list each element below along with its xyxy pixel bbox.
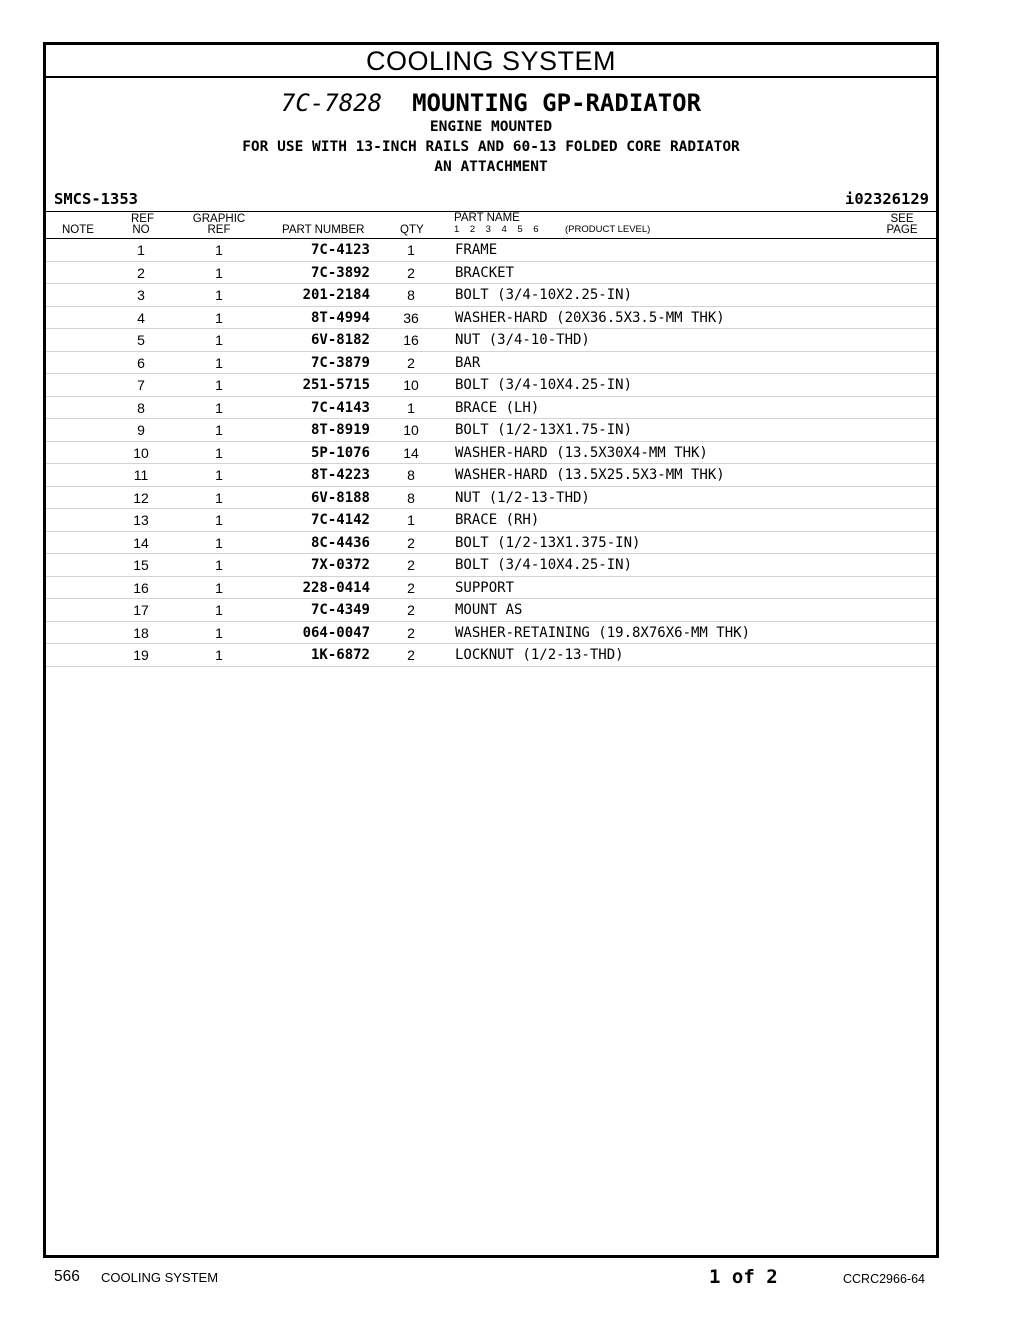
smcs-code: SMCS-1353 [54, 190, 138, 208]
col-qty: QTY [400, 224, 424, 236]
part-number: 064-0047 [302, 624, 370, 641]
part-name: BOLT (1/2-13X1.75-IN) [455, 422, 633, 438]
col-graphic-bottom: REF [207, 224, 231, 236]
table-row [46, 284, 936, 307]
quantity: 2 [407, 354, 415, 371]
graphic-ref: 1 [215, 309, 223, 326]
ref-no: 8 [137, 399, 145, 416]
table-row [46, 532, 936, 555]
table-row [46, 352, 936, 375]
col-levels: 1 2 3 4 5 6 [454, 224, 539, 235]
quantity: 14 [403, 444, 419, 461]
graphic-ref: 1 [215, 647, 223, 663]
parts-page-frame [43, 42, 939, 1258]
quantity: 16 [403, 332, 419, 348]
group-description-1: ENGINE MOUNTED [429, 119, 553, 135]
ref-no: 10 [133, 444, 149, 461]
footer-section: COOLING SYSTEM [101, 1270, 219, 1285]
part-number: 201-2184 [302, 287, 370, 303]
graphic-ref: 1 [215, 399, 223, 416]
part-name: BRACE (RH) [455, 512, 540, 528]
table-row [46, 464, 936, 487]
part-number: 8T-4994 [310, 309, 370, 326]
ref-no: 6 [137, 354, 145, 371]
part-name: BAR [455, 354, 481, 371]
part-name: BOLT (3/4-10X4.25-IN) [455, 557, 633, 573]
page-number: 566 [54, 1268, 80, 1285]
part-number: 7C-4143 [310, 399, 370, 416]
part-name: BRACE (LH) [455, 399, 540, 416]
part-number: 6V-8182 [310, 332, 370, 348]
part-number: 7C-4349 [310, 602, 370, 618]
part-name: MOUNT AS [455, 602, 523, 618]
quantity: 8 [407, 467, 415, 483]
ref-no: 18 [133, 624, 149, 641]
quantity: 8 [407, 287, 415, 303]
part-number: 6V-8188 [310, 489, 370, 506]
identifier-row [46, 187, 936, 211]
part-number: 7C-4142 [310, 512, 370, 528]
graphic-ref: 1 [215, 512, 223, 528]
col-see-bottom: PAGE [886, 224, 918, 236]
group-description-3: AN ATTACHMENT [434, 159, 548, 175]
table-row [46, 239, 936, 262]
ref-no: 5 [137, 332, 145, 348]
part-number: 7C-4123 [310, 242, 370, 258]
ref-no: 19 [133, 647, 149, 663]
col-part-name: PART NAME [454, 212, 520, 224]
part-name: WASHER-HARD (13.5X25.5X3-MM THK) [455, 467, 725, 483]
quantity: 2 [407, 602, 415, 618]
ref-no: 16 [133, 579, 149, 596]
part-name: SUPPORT [455, 579, 515, 596]
part-number: 228-0414 [302, 579, 370, 596]
ref-no: 17 [133, 602, 149, 618]
table-header [46, 211, 936, 239]
document-id: CCRC2966-64 [843, 1272, 925, 1286]
group-title [46, 89, 936, 117]
page-of: 1 of 2 [709, 1266, 778, 1288]
group-name: MOUNTING GP-RADIATOR [412, 89, 702, 117]
section-title: COOLING SYSTEM [46, 45, 936, 78]
group-header [46, 78, 936, 177]
part-name: WASHER-HARD (13.5X30X4-MM THK) [455, 444, 708, 461]
graphic-ref: 1 [215, 624, 223, 641]
graphic-ref: 1 [215, 602, 223, 618]
quantity: 2 [407, 647, 415, 663]
part-name: BOLT (3/4-10X2.25-IN) [455, 287, 633, 303]
ref-no: 2 [137, 264, 145, 281]
col-graphic-top: GRAPHIC [192, 213, 246, 225]
ref-no: 14 [133, 534, 149, 551]
part-name: BOLT (3/4-10X4.25-IN) [455, 377, 633, 393]
illustration-id: i02326129 [845, 190, 929, 208]
table-row [46, 262, 936, 285]
part-name: LOCKNUT (1/2-13-THD) [455, 647, 624, 663]
part-name: WASHER-HARD (20X36.5X3.5-MM THK) [455, 309, 725, 326]
quantity: 2 [407, 624, 415, 641]
part-number: 7C-3879 [310, 354, 370, 371]
part-name: BOLT (1/2-13X1.375-IN) [455, 534, 641, 551]
graphic-ref: 1 [215, 332, 223, 348]
quantity: 10 [403, 377, 419, 393]
part-number: 1K-6872 [310, 647, 370, 663]
graphic-ref: 1 [215, 422, 223, 438]
graphic-ref: 1 [215, 264, 223, 281]
quantity: 2 [407, 579, 415, 596]
graphic-ref: 1 [215, 287, 223, 303]
table-row [46, 577, 936, 600]
table-row [46, 397, 936, 420]
col-part-number: PART NUMBER [282, 224, 365, 236]
quantity: 1 [407, 242, 415, 258]
parts-list [46, 239, 936, 667]
table-row [46, 374, 936, 397]
ref-no: 9 [137, 422, 145, 438]
graphic-ref: 1 [215, 489, 223, 506]
table-row [46, 442, 936, 465]
table-row [46, 419, 936, 442]
part-number: 5P-1076 [310, 444, 370, 461]
graphic-ref: 1 [215, 467, 223, 483]
table-row [46, 599, 936, 622]
ref-no: 15 [133, 557, 149, 573]
part-number: 8T-8919 [310, 422, 370, 438]
part-number: 7C-3892 [310, 264, 370, 281]
table-row [46, 307, 936, 330]
page-footer [0, 1266, 1020, 1290]
part-name: FRAME [455, 242, 498, 258]
ref-no: 1 [137, 242, 145, 258]
part-name: WASHER-RETAINING (19.8X76X6-MM THK) [455, 624, 751, 641]
graphic-ref: 1 [215, 242, 223, 258]
quantity: 8 [407, 489, 415, 506]
quantity: 1 [407, 399, 415, 416]
table-row [46, 509, 936, 532]
graphic-ref: 1 [215, 444, 223, 461]
part-number: 8C-4436 [310, 534, 370, 551]
part-name: BRACKET [455, 264, 515, 281]
group-part-number: 7C-7828 [280, 89, 383, 117]
quantity: 36 [403, 309, 419, 326]
part-number: 8T-4223 [310, 467, 370, 483]
quantity: 10 [403, 422, 419, 438]
graphic-ref: 1 [215, 534, 223, 551]
ref-no: 3 [137, 287, 145, 303]
ref-no: 13 [133, 512, 149, 528]
quantity: 2 [407, 264, 415, 281]
part-number: 251-5715 [302, 377, 370, 393]
ref-no: 11 [133, 467, 149, 483]
part-name: NUT (1/2-13-THD) [455, 489, 590, 506]
ref-no: 12 [133, 489, 149, 506]
quantity: 2 [407, 534, 415, 551]
col-ref-bottom: NO [132, 224, 150, 236]
graphic-ref: 1 [215, 579, 223, 596]
group-description-2: FOR USE WITH 13-INCH RAILS AND 60-13 FOLDED CORE RADIATOR [242, 139, 740, 155]
part-name: NUT (3/4-10-THD) [455, 332, 590, 348]
graphic-ref: 1 [215, 557, 223, 573]
table-row [46, 622, 936, 645]
graphic-ref: 1 [215, 377, 223, 393]
table-row [46, 487, 936, 510]
col-see-top: SEE [890, 213, 914, 225]
col-ref-top: REF [131, 213, 154, 225]
quantity: 2 [407, 557, 415, 573]
col-product-level: (PRODUCT LEVEL) [565, 224, 651, 235]
graphic-ref: 1 [215, 354, 223, 371]
ref-no: 7 [137, 377, 145, 393]
table-row [46, 644, 936, 667]
part-number: 7X-0372 [310, 557, 370, 573]
quantity: 1 [407, 512, 415, 528]
table-row [46, 329, 936, 352]
col-note: NOTE [62, 224, 94, 236]
ref-no: 4 [137, 309, 145, 326]
table-row [46, 554, 936, 577]
